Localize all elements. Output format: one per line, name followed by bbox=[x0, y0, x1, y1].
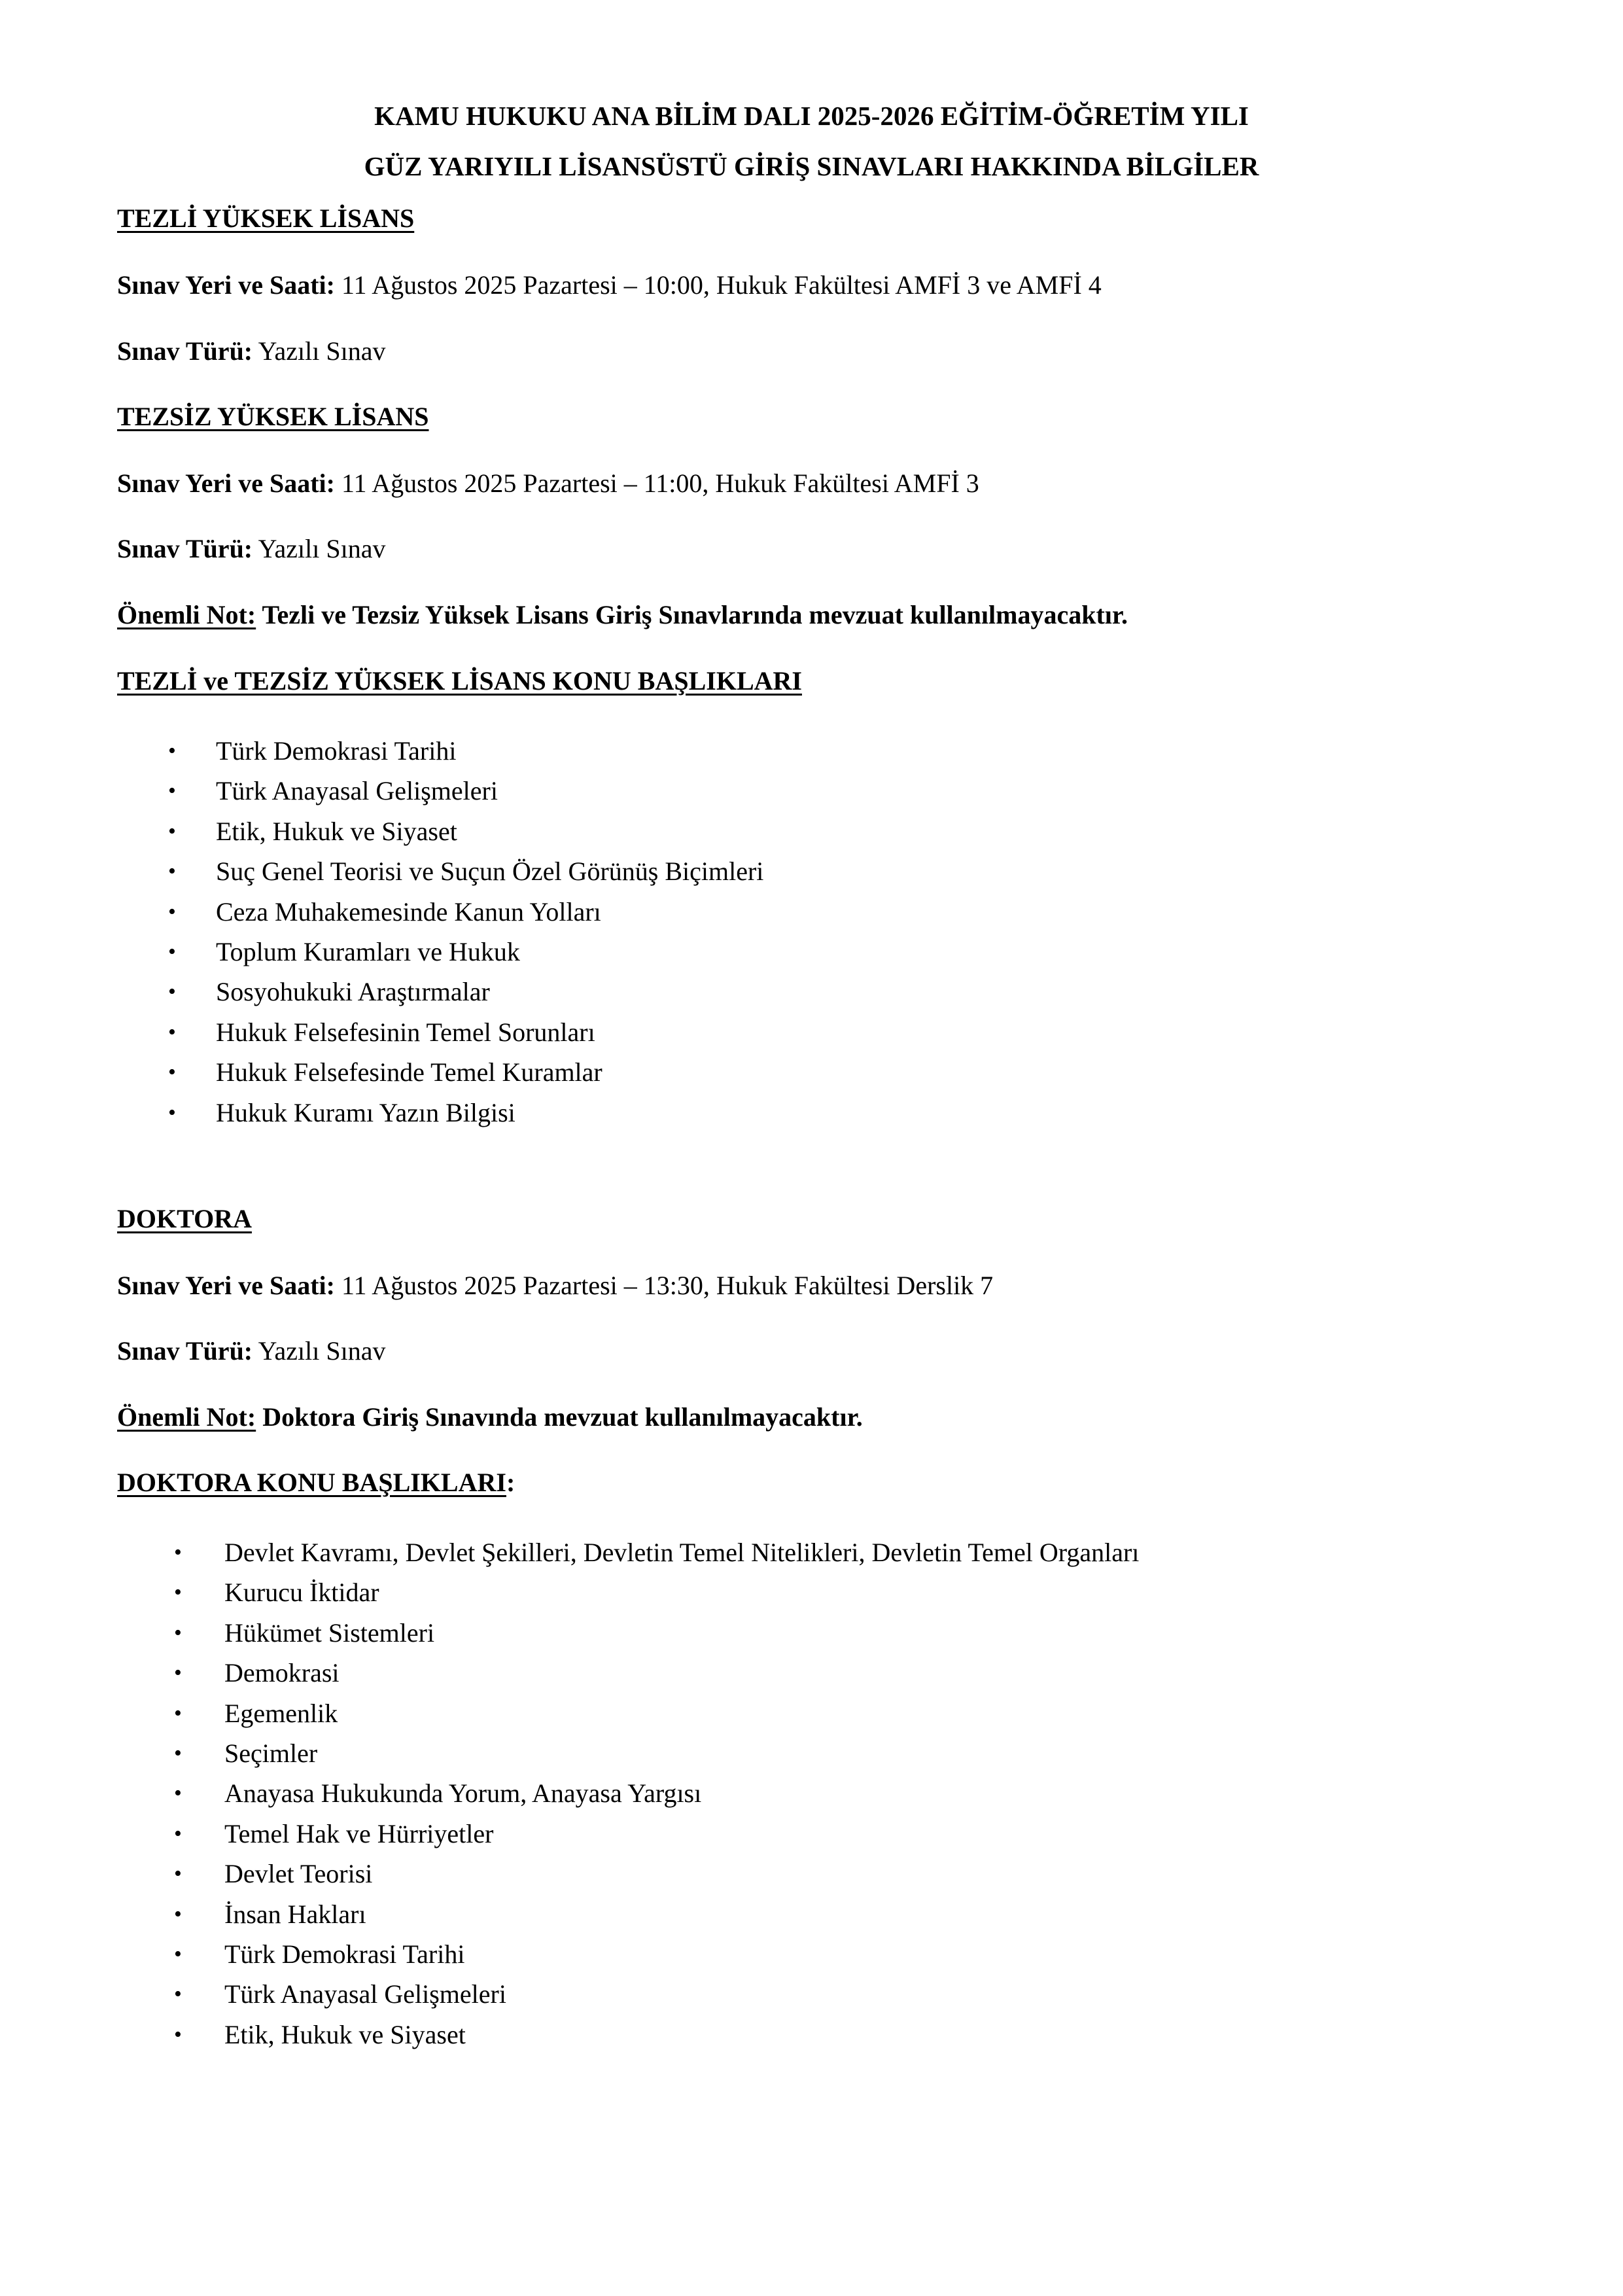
bullet-icon: • bbox=[174, 1740, 182, 1765]
list-item: • Egemenlik bbox=[224, 1693, 1139, 1733]
dr-topics-heading-text: DOKTORA KONU BAŞLIKLARI bbox=[117, 1468, 506, 1497]
bullet-icon: • bbox=[168, 1060, 176, 1085]
bullet-icon: • bbox=[174, 1941, 182, 1966]
bullet-icon: • bbox=[168, 980, 176, 1004]
list-item: • Temel Hak ve Hürriyetler bbox=[224, 1814, 1139, 1854]
doktora-type-label: Sınav Türü: bbox=[117, 1336, 253, 1366]
bullet-icon: • bbox=[174, 1540, 182, 1564]
document-title-line-1: KAMU HUKUKU ANA BİLİM DALI 2025-2026 EĞİTİM-ÖĞRETİM YILI bbox=[374, 101, 1249, 131]
tezli-place-value: 11 Ağustos 2025 Pazartesi – 10:00, Hukuk Fakültesi AMFİ 3 ve AMFİ 4 bbox=[334, 270, 1102, 300]
bullet-icon: • bbox=[174, 1620, 182, 1645]
list-item: • Anayasa Hukukunda Yorum, Anayasa Yargısı bbox=[224, 1773, 1139, 1813]
bullet-icon: • bbox=[168, 939, 176, 964]
list-item: • Toplum Kuramları ve Hukuk bbox=[216, 932, 763, 972]
bullet-icon: • bbox=[174, 1982, 182, 2007]
doktora-place-label: Sınav Yeri ve Saati: bbox=[117, 1271, 335, 1300]
list-item: • Ceza Muhakemesinde Kanun Yolları bbox=[216, 892, 763, 932]
doktora-note-label: Önemli Not: bbox=[117, 1402, 256, 1432]
list-item: • Hukuk Felsefesinde Temel Kuramlar bbox=[216, 1052, 763, 1092]
tezli-type-label: Sınav Türü: bbox=[117, 336, 253, 366]
dr-topics-heading-colon: : bbox=[506, 1468, 515, 1497]
yl-topics-list bbox=[168, 731, 764, 1133]
list-item: • Sosyohukuki Araştırmalar bbox=[216, 972, 763, 1012]
list-item: • Etik, Hukuk ve Siyaset bbox=[216, 811, 763, 851]
tezsiz-place-label: Sınav Yeri ve Saati: bbox=[117, 468, 335, 498]
list-item: • İnsan Hakları bbox=[224, 1894, 1139, 1934]
tezsiz-exam-place bbox=[117, 468, 979, 499]
doktora-important-note bbox=[117, 1402, 863, 1433]
bullet-icon: • bbox=[174, 1661, 182, 1686]
bullet-icon: • bbox=[174, 1821, 182, 1846]
bullet-icon: • bbox=[174, 1781, 182, 1806]
bullet-icon: • bbox=[168, 739, 176, 763]
tezsiz-exam-type bbox=[117, 533, 386, 565]
bullet-icon: • bbox=[168, 1100, 176, 1125]
tezli-place-label: Sınav Yeri ve Saati: bbox=[117, 270, 335, 300]
list-item: • Türk Anayasal Gelişmeleri bbox=[224, 1974, 1139, 2014]
bullet-icon: • bbox=[174, 1580, 182, 1605]
document-title-line-2: GÜZ YARIYILI LİSANSÜSTÜ GİRİŞ SINAVLARI HAKKINDA BİLGİLER bbox=[364, 151, 1259, 181]
list-item: • Hukuk Felsefesinin Temel Sorunları bbox=[216, 1012, 763, 1052]
tezsiz-type-value: Yazılı Sınav bbox=[253, 534, 386, 563]
bullet-icon: • bbox=[168, 779, 176, 804]
doktora-exam-place bbox=[117, 1270, 993, 1301]
yl-note-label: Önemli Not: bbox=[117, 600, 256, 629]
doktora-note-text: Doktora Giriş Sınavında mevzuat kullanılmayacaktır. bbox=[256, 1402, 863, 1432]
tezsiz-place-value: 11 Ağustos 2025 Pazartesi – 11:00, Hukuk Fakültesi AMFİ 3 bbox=[334, 468, 979, 498]
bullet-icon: • bbox=[174, 1862, 182, 1886]
list-item: • Devlet Kavramı, Devlet Şekilleri, Devletin Temel Nitelikleri, Devletin Temel Organları bbox=[224, 1532, 1139, 1572]
bullet-icon: • bbox=[168, 1019, 176, 1044]
list-item: • Hükümet Sistemleri bbox=[224, 1613, 1139, 1653]
tezsiz-heading: TEZSİZ YÜKSEK LİSANS bbox=[117, 402, 429, 431]
yl-important-note bbox=[117, 599, 1128, 631]
doktora-place-value: 11 Ağustos 2025 Pazartesi – 13:30, Hukuk Fakültesi Derslik 7 bbox=[334, 1271, 994, 1300]
list-item: • Türk Demokrasi Tarihi bbox=[216, 731, 763, 771]
list-item: • Türk Anayasal Gelişmeleri bbox=[216, 771, 763, 811]
list-item: • Kurucu İktidar bbox=[224, 1572, 1139, 1612]
list-item: • Suç Genel Teorisi ve Suçun Özel Görünüş Biçimleri bbox=[216, 851, 763, 891]
list-item: • Seçimler bbox=[224, 1733, 1139, 1773]
yl-topics-heading: TEZLİ ve TEZSİZ YÜKSEK LİSANS KONU BAŞLIKLARI bbox=[117, 666, 802, 696]
tezli-type-value: Yazılı Sınav bbox=[253, 336, 386, 366]
doktora-exam-type bbox=[117, 1335, 386, 1367]
list-item: • Etik, Hukuk ve Siyaset bbox=[224, 2015, 1139, 2055]
tezli-exam-place bbox=[117, 270, 1102, 301]
doktora-heading: DOKTORA bbox=[117, 1204, 252, 1233]
bullet-icon: • bbox=[168, 899, 176, 924]
yl-note-text: Tezli ve Tezsiz Yüksek Lisans Giriş Sınavlarında mevzuat kullanılmayacaktır. bbox=[256, 600, 1128, 629]
bullet-icon: • bbox=[174, 2022, 182, 2047]
list-item: • Türk Demokrasi Tarihi bbox=[224, 1934, 1139, 1974]
list-item: • Hukuk Kuramı Yazın Bilgisi bbox=[216, 1093, 763, 1133]
doktora-type-value: Yazılı Sınav bbox=[253, 1336, 386, 1366]
bullet-icon: • bbox=[168, 819, 176, 843]
list-item: • Demokrasi bbox=[224, 1653, 1139, 1693]
dr-topics-list bbox=[174, 1532, 1140, 2055]
tezli-heading: TEZLİ YÜKSEK LİSANS bbox=[117, 203, 415, 233]
list-item: • Devlet Teorisi bbox=[224, 1854, 1139, 1894]
tezsiz-type-label: Sınav Türü: bbox=[117, 534, 253, 563]
dr-topics-heading bbox=[117, 1467, 515, 1498]
bullet-icon: • bbox=[174, 1901, 182, 1926]
tezli-exam-type bbox=[117, 336, 386, 367]
bullet-icon: • bbox=[168, 859, 176, 884]
bullet-icon: • bbox=[174, 1701, 182, 1725]
